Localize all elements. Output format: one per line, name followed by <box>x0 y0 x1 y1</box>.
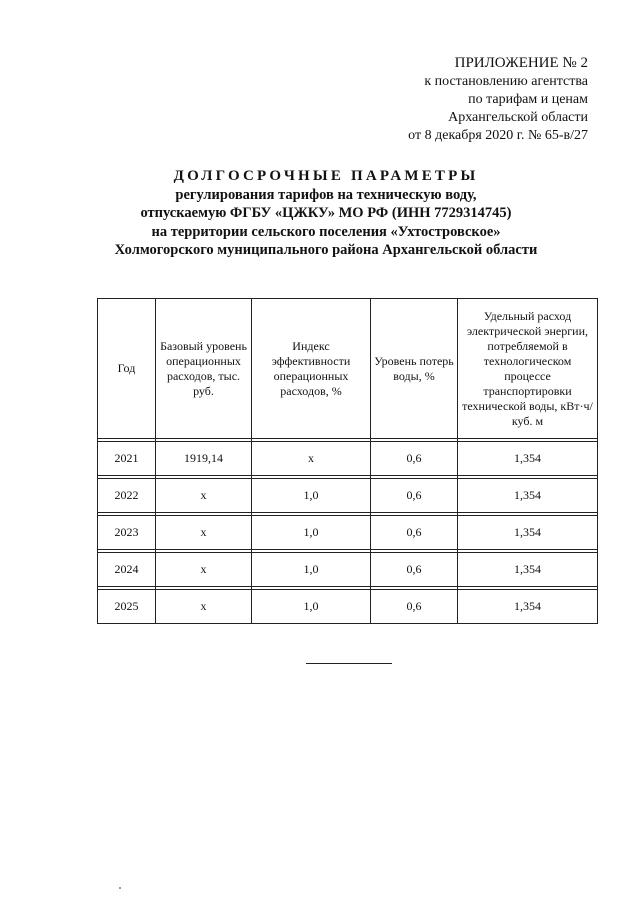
cell-water-loss: 0,6 <box>371 442 458 476</box>
appendix-number: ПРИЛОЖЕНИЕ № 2 <box>454 55 588 71</box>
header-energy-consumption: Удельный расход электрической энергии, потребляемой в технологическом процессе транспортировки технической воды, кВт·ч/куб. м <box>458 299 598 439</box>
cell-year: 2024 <box>98 553 156 587</box>
cell-energy-consumption: 1,354 <box>458 590 598 624</box>
cell-base-level: х <box>156 590 252 624</box>
document-title: ДОЛГОСРОЧНЫЕ ПАРАМЕТРЫ <box>173 168 479 184</box>
cell-efficiency-index: 1,0 <box>252 590 371 624</box>
cell-efficiency-index: 1,0 <box>252 516 371 550</box>
table-header-row <box>98 299 598 439</box>
appendix-region: Архангельской области <box>448 110 588 125</box>
cell-water-loss: 0,6 <box>371 516 458 550</box>
cell-water-loss: 0,6 <box>371 553 458 587</box>
cell-water-loss: 0,6 <box>371 590 458 624</box>
header-efficiency-index: Индекс эффективности операционных расходов, % <box>252 299 371 439</box>
header-year: Год <box>98 299 156 439</box>
cell-efficiency-index: 1,0 <box>252 553 371 587</box>
cell-energy-consumption: 1,354 <box>458 516 598 550</box>
cell-year: 2023 <box>98 516 156 550</box>
appendix-agency: по тарифам и ценам <box>468 92 588 107</box>
cell-energy-consumption: 1,354 <box>458 479 598 513</box>
header-water-loss: Уровень потерь воды, % <box>371 299 458 439</box>
cell-energy-consumption: 1,354 <box>458 442 598 476</box>
table-row <box>98 479 598 513</box>
appendix-reference: к постановлению агентства <box>424 74 588 89</box>
closing-rule-line <box>306 663 392 664</box>
table-row <box>98 442 598 476</box>
parameters-table <box>97 298 598 624</box>
appendix-date: от 8 декабря 2020 г. № 65-в/27 <box>408 128 588 143</box>
cell-year: 2025 <box>98 590 156 624</box>
document-heading <box>0 167 640 260</box>
cell-base-level: 1919,14 <box>156 442 252 476</box>
header-base-level: Базовый уровень операционных расходов, тыс. руб. <box>156 299 252 439</box>
heading-line-3: на территории сельского поселения «Ухтостровское» <box>151 223 501 240</box>
cell-year: 2021 <box>98 442 156 476</box>
cell-energy-consumption: 1,354 <box>458 553 598 587</box>
table-row <box>98 516 598 550</box>
cell-base-level: х <box>156 516 252 550</box>
cell-efficiency-index: 1,0 <box>252 479 371 513</box>
appendix-header <box>408 54 588 145</box>
cell-base-level: х <box>156 553 252 587</box>
table-row <box>98 553 598 587</box>
cell-efficiency-index: х <box>252 442 371 476</box>
heading-line-4: Холмогорского муниципального района Архангельской области <box>114 242 538 258</box>
cell-base-level: х <box>156 479 252 513</box>
heading-line-2: отпускаемую ФГБУ «ЦЖКУ» МО РФ (ИНН 7729314745) <box>140 205 512 221</box>
table-row <box>98 590 598 624</box>
cell-water-loss: 0,6 <box>371 479 458 513</box>
cell-year: 2022 <box>98 479 156 513</box>
scan-speck <box>119 887 121 889</box>
heading-line-1: регулирования тарифов на техническую воду, <box>175 186 477 203</box>
